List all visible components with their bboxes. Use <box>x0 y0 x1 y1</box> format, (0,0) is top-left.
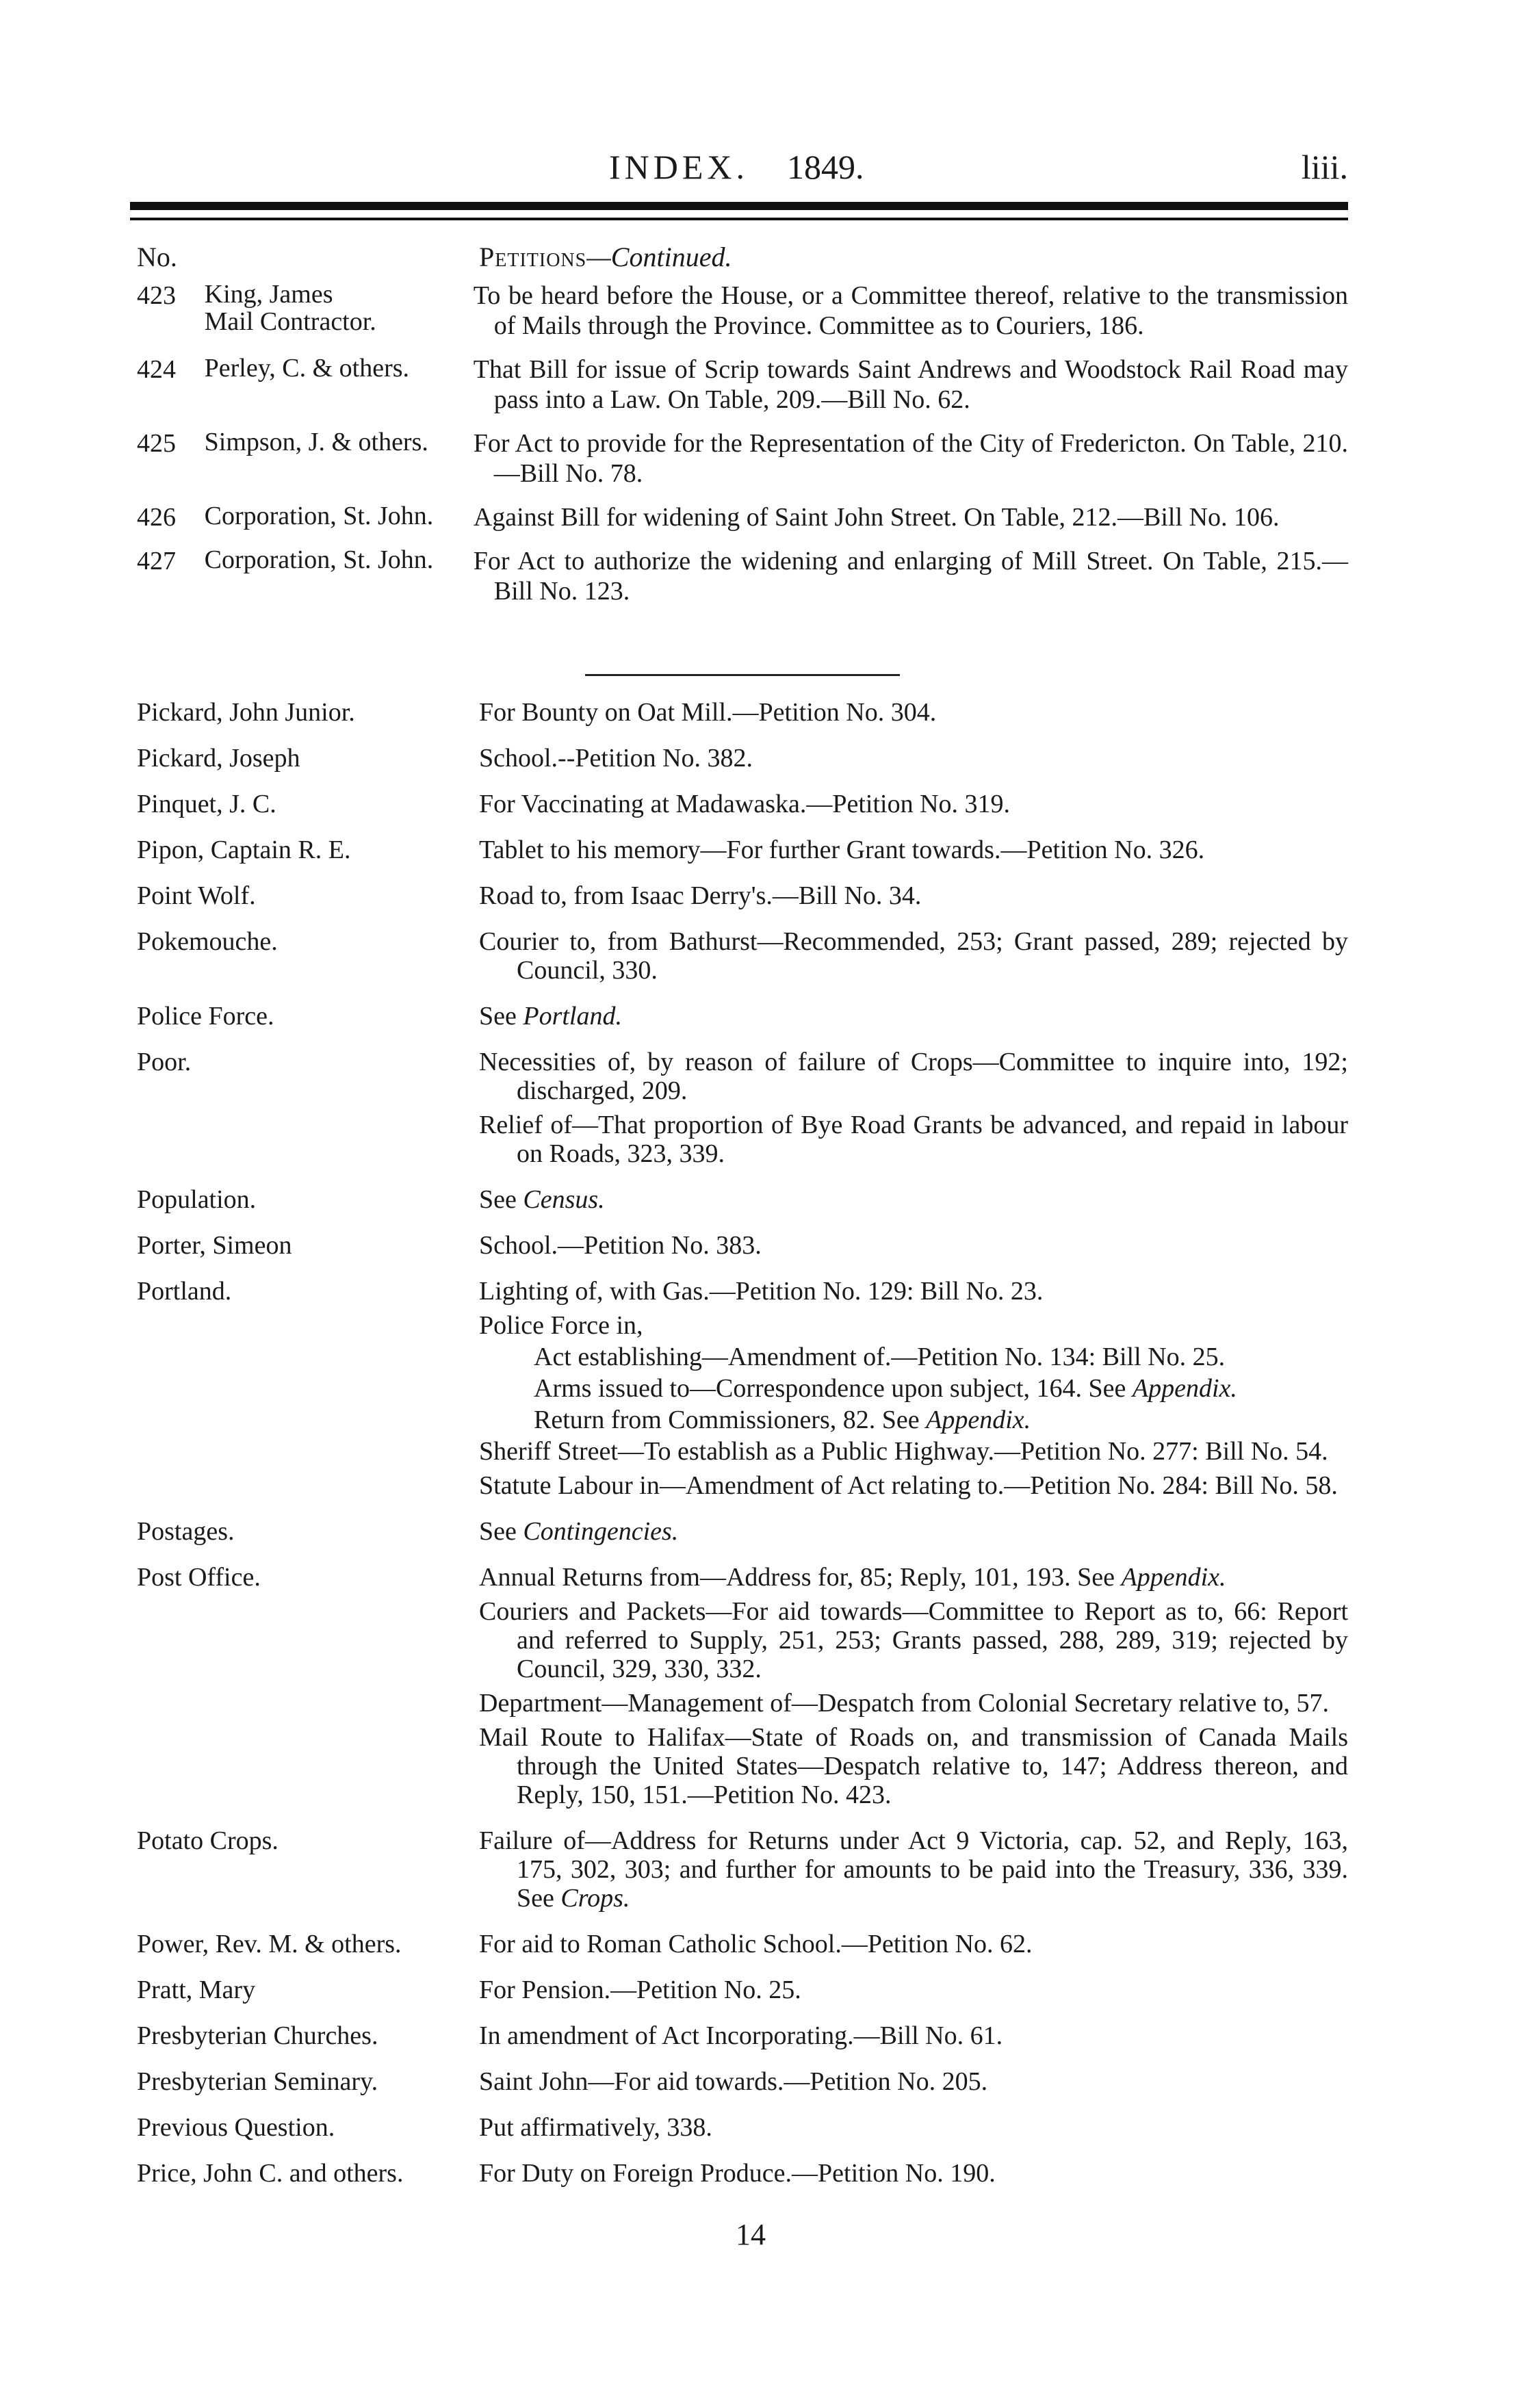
petition-description: For Act to authorize the widening and enlarging of Mill Street. On Table, 215.—Bill No. 123. <box>473 547 1348 606</box>
see-word: See <box>875 1406 927 1434</box>
signature-mark: 14 <box>736 2218 766 2251</box>
entry-detail: Tablet to his memory—For further Grant towards.—Petition No. 326. <box>479 836 1205 864</box>
entry-name: Post Office. <box>137 1563 261 1592</box>
entry-detail: Road to, from Isaac Derry's.—Bill No. 34. <box>479 881 922 910</box>
petitioner: Corporation, St. John. <box>204 545 434 574</box>
entry-name: Pratt, Mary <box>137 1976 256 2004</box>
entry-detail: Mail Route to Halifax—State of Roads on, and transmission of Canada Mails through the United States—Despatch relative to, 147; Address thereon, and Reply, 150, 151.—Petition No. 423. <box>479 1723 1348 1809</box>
index-entry <box>137 1231 1348 1265</box>
entry-name: Portland. <box>137 1277 232 1306</box>
index-entry <box>137 1517 1348 1551</box>
cross-reference: Census. <box>523 1185 605 1214</box>
entry-name: Population. <box>137 1185 257 1214</box>
entry-subdetail <box>479 1374 1348 1403</box>
entry-detail <box>479 1826 1348 1913</box>
entry-subheading: Police Force in, <box>479 1311 643 1340</box>
index-entry <box>137 790 1348 824</box>
index-entry <box>137 698 1348 732</box>
petition-description: For Act to provide for the Representation of the City of Fredericton. On Table, 210.—Bill No. 78. <box>473 429 1348 488</box>
index-entry <box>137 1002 1348 1036</box>
see-word: See <box>517 1884 561 1913</box>
cross-reference: Appendix. <box>1121 1563 1226 1592</box>
entry-name: Porter, Simeon <box>137 1231 292 1260</box>
petition-description: Against Bill for widening of Saint John Street. On Table, 212.—Bill No. 106. <box>473 503 1280 532</box>
header-title: INDEX. <box>609 148 749 186</box>
index-entry <box>137 927 1348 990</box>
section-continued: —Continued. <box>586 242 732 272</box>
section-title-text: Petitions <box>479 242 587 272</box>
index-entry <box>137 1930 1348 1964</box>
header-rule-thick <box>130 202 1348 210</box>
petition-number: 423 <box>137 281 176 310</box>
entry-detail: For Duty on Foreign Produce.—Petition No. 190. <box>479 2159 996 2188</box>
index-entry <box>137 2067 1348 2101</box>
entry-detail: Sheriff Street—To establish as a Public Highway.—Petition No. 277: Bill No. 54. <box>479 1437 1328 1466</box>
header-year: 1849. <box>787 148 864 186</box>
petition-row <box>130 354 1348 415</box>
petitioner: King, James Mail Contractor. <box>204 280 376 336</box>
entry-name: Police Force. <box>137 1002 274 1031</box>
entry-name: Poor. <box>137 1048 192 1076</box>
entry-detail: For Vaccinating at Madawaska.—Petition No. 319. <box>479 790 1011 818</box>
index-entry <box>137 1563 1348 1815</box>
entry-detail: Department—Management of—Despatch from Colonial Secretary relative to, 57. <box>479 1689 1329 1718</box>
entry-detail: Courier to, from Bathurst—Recommended, 253; Grant passed, 289; rejected by Council, 330. <box>479 927 1348 985</box>
cross-reference: Portland. <box>523 1002 622 1031</box>
petition-description: To be heard before the House, or a Committee thereof, relative to the transmission of Mails through the Province. Committee as to Couriers, 186. <box>473 281 1348 340</box>
entry-detail: School.--Petition No. 382. <box>479 744 753 773</box>
entry-detail <box>479 1002 1348 1031</box>
index-entry <box>137 2113 1348 2147</box>
entry-subdetail <box>479 1406 1348 1434</box>
subdetail-text: Return from Commissioners, 82. <box>534 1406 876 1434</box>
index-entry <box>137 1826 1348 1918</box>
entry-detail: Couriers and Packets—For aid towards—Committee to Report as to, 66: Report and referred to Supply, 251, 253; Grants passed, 288, 289, 319; rejected by Council, 329, 330, 332. <box>479 1597 1348 1683</box>
entry-detail: Relief of—That proportion of Bye Road Grants be advanced, and repaid in labour on Roads, 323, 339. <box>479 1111 1348 1168</box>
entry-detail: School.—Petition No. 383. <box>479 1231 762 1260</box>
detail-text: Failure of—Address for Returns under Act 9 Victoria, cap. 52, and Reply, 163, 175, 302, 303; and further for amounts to be paid into the Treasury, 336, 339. <box>479 1826 1348 1884</box>
entry-name: Pickard, Joseph <box>137 744 300 773</box>
petition-number: 426 <box>137 503 176 532</box>
petition-row <box>130 502 1348 532</box>
petitioner: Perley, C. & others. <box>204 354 410 383</box>
see-word: See <box>479 1517 523 1546</box>
index-entry <box>137 2159 1348 2193</box>
subdetail-text: Arms issued to—Correspondence upon subject, 164. <box>534 1374 1083 1403</box>
entry-detail: For Bounty on Oat Mill.—Petition No. 304. <box>479 698 937 727</box>
index-entry <box>137 1976 1348 2010</box>
entry-detail: Lighting of, with Gas.—Petition No. 129: Bill No. 23. <box>479 1277 1044 1306</box>
page-header <box>130 147 1348 195</box>
detail-text: Annual Returns from—Address for, 85; Reply, 101, 193. <box>479 1563 1071 1592</box>
cross-reference: Appendix. <box>926 1406 1031 1434</box>
entry-subdetail: Act establishing—Amendment of.—Petition No. 134: Bill No. 25. <box>534 1343 1226 1371</box>
index-entry <box>137 836 1348 870</box>
entry-detail: Statute Labour in—Amendment of Act relating to.—Petition No. 284: Bill No. 58. <box>479 1471 1338 1500</box>
entry-detail: For aid to Roman Catholic School.—Petition No. 62. <box>479 1930 1033 1958</box>
entry-detail <box>479 1185 1348 1214</box>
petitioner: Corporation, St. John. <box>204 502 434 530</box>
petition-description: That Bill for issue of Scrip towards Saint Andrews and Woodstock Rail Road may pass into a Law. On Table, 209.—Bill No. 62. <box>473 355 1348 414</box>
entry-name: Pickard, John Junior. <box>137 698 355 727</box>
petition-row <box>130 546 1348 606</box>
index-entry <box>137 881 1348 916</box>
header-rule-thin <box>130 218 1348 220</box>
entry-name: Presbyterian Churches. <box>137 2021 378 2050</box>
entry-name: Power, Rev. M. & others. <box>137 1930 402 1958</box>
petition-list <box>130 281 1348 620</box>
entry-detail: For Pension.—Petition No. 25. <box>479 1976 801 2004</box>
section-title <box>479 241 732 273</box>
see-word: See <box>1082 1374 1133 1403</box>
entry-name: Presbyterian Seminary. <box>137 2067 378 2096</box>
entry-name: Postages. <box>137 1517 235 1546</box>
header-page-number: liii. <box>1301 148 1348 186</box>
see-word: See <box>1070 1563 1122 1592</box>
index-entry <box>137 2021 1348 2056</box>
index-entry <box>137 1185 1348 1219</box>
cross-reference: Appendix. <box>1132 1374 1237 1403</box>
petitioner: Simpson, J. & others. <box>204 428 428 456</box>
entry-detail: Necessities of, by reason of failure of Crops—Committee to inquire into, 192; discharged, 209. <box>479 1048 1348 1105</box>
entry-name: Pipon, Captain R. E. <box>137 836 351 864</box>
section-divider <box>585 674 900 676</box>
entry-detail: In amendment of Act Incorporating.—Bill No. 61. <box>479 2021 1003 2050</box>
see-word: See <box>479 1185 523 1214</box>
entry-name: Price, John C. and others. <box>137 2159 404 2188</box>
index-entry <box>137 744 1348 778</box>
entry-name: Potato Crops. <box>137 1826 279 1855</box>
entry-name: Point Wolf. <box>137 881 256 910</box>
number-column-label: No. <box>137 242 177 272</box>
entry-detail: Put affirmatively, 338. <box>479 2113 712 2142</box>
petition-row <box>130 281 1348 341</box>
entry-detail <box>479 1517 1348 1546</box>
petition-row <box>130 428 1348 489</box>
petition-number: 424 <box>137 355 176 384</box>
index-entry <box>137 1277 1348 1505</box>
cross-reference: Crops. <box>560 1884 630 1913</box>
entry-detail: Saint John—For aid towards.—Petition No. 205. <box>479 2067 988 2096</box>
index-entry <box>137 1048 1348 1174</box>
see-word: See <box>479 1002 523 1031</box>
petition-number: 427 <box>137 547 176 575</box>
entry-name: Pinquet, J. C. <box>137 790 276 818</box>
petition-number: 425 <box>137 429 176 458</box>
entry-name: Previous Question. <box>137 2113 335 2142</box>
entry-name: Pokemouche. <box>137 927 278 956</box>
cross-reference: Contingencies. <box>523 1517 679 1546</box>
index-entries <box>137 698 1348 2205</box>
entry-detail <box>479 1563 1348 1592</box>
